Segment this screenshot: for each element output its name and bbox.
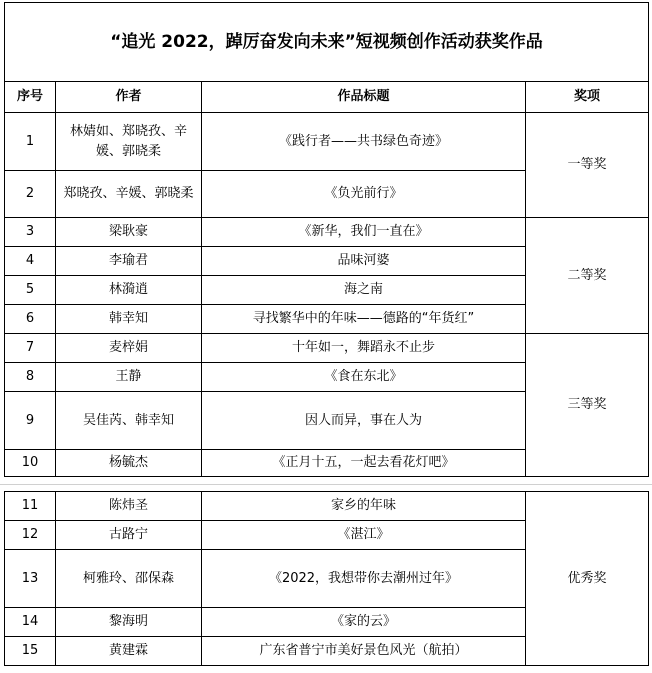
row-work: 海之南 [202,276,526,305]
row-seq: 9 [5,392,56,450]
row-seq: 12 [5,521,56,550]
row-work: 《正月十五，一起去看花灯吧》 [202,450,526,477]
row-author: 林漪逍 [56,276,202,305]
row-author: 林婧如、郑晓孜、辛媛、郭晓柔 [56,113,202,171]
row-author: 吴佳芮、韩幸知 [56,392,202,450]
row-seq: 1 [5,113,56,171]
table-row [5,113,649,171]
row-work: 《家的云》 [202,608,526,637]
header-seq: 序号 [5,82,56,113]
award-table-part-1 [4,2,648,477]
row-author: 杨毓杰 [56,450,202,477]
table-row [5,492,649,521]
row-work: 广东省普宁市美好景色风光（航拍） [202,637,526,666]
award-first: 一等奖 [526,113,649,218]
row-seq: 8 [5,363,56,392]
row-work: 十年如一，舞蹈永不止步 [202,334,526,363]
row-work: 《负光前行》 [202,171,526,218]
row-seq: 6 [5,305,56,334]
row-author: 王静 [56,363,202,392]
page-break-gap [0,479,652,491]
row-seq: 4 [5,247,56,276]
row-seq: 5 [5,276,56,305]
table-row [5,218,649,247]
award-table [4,2,649,477]
award-third: 三等奖 [526,334,649,477]
row-work: 《2022，我想带你去潮州过年》 [202,550,526,608]
row-author: 麦梓娟 [56,334,202,363]
row-author: 黎海明 [56,608,202,637]
row-work: 因人而异，事在人为 [202,392,526,450]
row-author: 陈炜圣 [56,492,202,521]
row-author: 郑晓孜、辛媛、郭晓柔 [56,171,202,218]
row-author: 李瑜君 [56,247,202,276]
row-work: 寻找繁华中的年味——德路的“年货红” [202,305,526,334]
award-second: 二等奖 [526,218,649,334]
table-title: “追光 2022，踔厉奋发向未来”短视频创作活动获奖作品 [5,3,649,82]
row-author: 古路宁 [56,521,202,550]
row-work: 《践行者——共书绿色奇迹》 [202,113,526,171]
row-work: 家乡的年味 [202,492,526,521]
header-author: 作者 [56,82,202,113]
row-work: 品味河婆 [202,247,526,276]
row-seq: 11 [5,492,56,521]
row-seq: 10 [5,450,56,477]
row-author: 韩幸知 [56,305,202,334]
award-table-continued [4,491,649,666]
row-work: 《新华，我们一直在》 [202,218,526,247]
header-work: 作品标题 [202,82,526,113]
row-seq: 14 [5,608,56,637]
row-seq: 15 [5,637,56,666]
award-excellent: 优秀奖 [526,492,649,666]
row-work: 《食在东北》 [202,363,526,392]
row-work: 《湛江》 [202,521,526,550]
page-break-line [0,484,652,485]
row-seq: 2 [5,171,56,218]
row-seq: 7 [5,334,56,363]
row-seq: 13 [5,550,56,608]
row-author: 柯雅玲、邵保森 [56,550,202,608]
row-author: 梁耿豪 [56,218,202,247]
award-table-part-2 [4,491,648,666]
table-row [5,334,649,363]
row-author: 黄建霖 [56,637,202,666]
header-award: 奖项 [526,82,649,113]
row-seq: 3 [5,218,56,247]
